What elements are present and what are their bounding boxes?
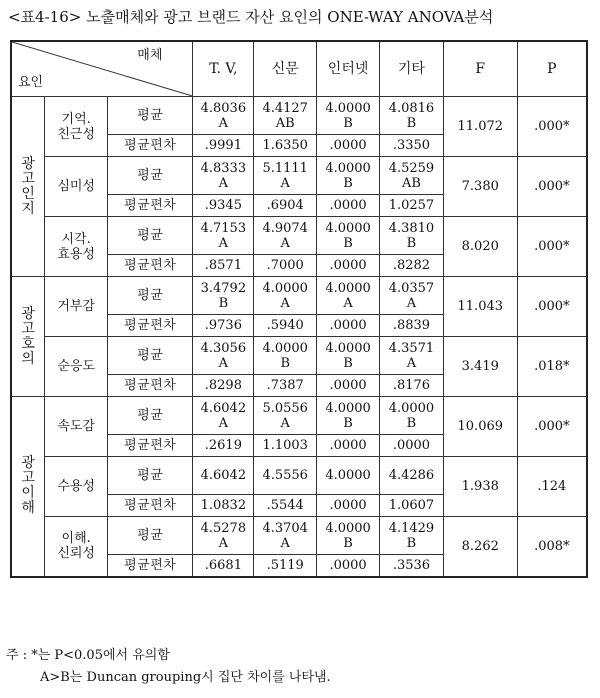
stat-label-mean: 평균 [107, 337, 192, 375]
mean-cell [193, 457, 254, 495]
factor-label-line: 거부감 [57, 299, 95, 314]
mean-cell [254, 217, 317, 255]
f-value: 11.072 [443, 97, 517, 157]
mean-value: 4.5556 [262, 468, 308, 483]
mean-cell [317, 157, 380, 195]
mean-cell [254, 397, 317, 435]
mean-cell [193, 337, 254, 375]
sd-value: .0000 [317, 255, 380, 277]
mean-value: 4.0000 [325, 160, 371, 176]
sd-value: 1.0832 [193, 495, 254, 517]
mean-cell [380, 217, 444, 255]
mean-value: 4.6042 [200, 468, 247, 483]
duncan-group: B [343, 355, 353, 371]
sd-value: .5940 [254, 315, 317, 337]
stat-label-sd: 평균편차 [107, 435, 192, 457]
duncan-group: B [343, 115, 353, 131]
mean-cell [380, 337, 444, 375]
mean-value: 4.3056 [200, 340, 247, 356]
mean-cell [317, 397, 380, 435]
table-row [11, 397, 587, 435]
sd-value: .0000 [317, 135, 380, 157]
duncan-group: A [218, 415, 229, 431]
mean-cell [193, 517, 254, 555]
mean-cell [317, 517, 380, 555]
duncan-group: A [280, 535, 290, 551]
stat-label-mean: 평균 [107, 277, 192, 315]
column-header-f: F [443, 41, 517, 97]
sd-value: .5119 [254, 555, 317, 577]
mean-cell [317, 97, 380, 135]
duncan-group: B [406, 535, 417, 551]
table-row [11, 97, 587, 135]
mean-cell [254, 277, 317, 315]
p-value: .000* [517, 157, 587, 217]
mean-cell [317, 217, 380, 255]
f-value: 8.020 [443, 217, 517, 277]
table-row [11, 217, 587, 255]
mean-value: 4.0000 [262, 280, 308, 296]
f-value: 1.938 [443, 457, 517, 517]
p-value: .018* [517, 337, 587, 397]
sd-value: .5544 [254, 495, 317, 517]
mean-cell [193, 217, 254, 255]
stat-label-mean: 평균 [107, 457, 192, 495]
mean-value: 4.0357 [388, 280, 435, 296]
p-value: .000* [517, 97, 587, 157]
sd-value: .8571 [193, 255, 254, 277]
sd-value: .3350 [380, 135, 444, 157]
group-label-char: 광 [21, 305, 35, 322]
stat-label-sd: 평균편차 [107, 135, 192, 157]
mean-value: 4.3810 [388, 220, 435, 236]
duncan-group: B [218, 295, 229, 311]
table-row [11, 457, 587, 495]
mean-value: 4.0000 [325, 468, 371, 483]
sd-value: .0000 [317, 495, 380, 517]
factor-label-line: 속도감 [57, 419, 95, 434]
mean-cell [254, 157, 317, 195]
duncan-group: B [406, 235, 417, 251]
sd-value: .2619 [193, 435, 254, 457]
duncan-group: A [218, 355, 229, 371]
group-label-char: 호 [21, 335, 35, 352]
duncan-group: A [343, 295, 353, 311]
stat-label-mean: 평균 [107, 97, 192, 135]
duncan-group: A [406, 295, 417, 311]
mean-cell [380, 277, 444, 315]
sd-value: .0000 [317, 195, 380, 217]
mean-value: 4.0000 [325, 220, 371, 236]
group-label-char: 광 [21, 455, 35, 472]
duncan-group: A [280, 295, 290, 311]
footnote-duncan: A>B는 Duncan grouping시 집단 차이를 나타냄. [40, 670, 331, 685]
header-row [11, 41, 587, 97]
duncan-group: AB [275, 115, 295, 131]
stat-label-mean: 평균 [107, 217, 192, 255]
factor-label [45, 337, 108, 397]
factor-header-label: 요인 [18, 75, 44, 90]
duncan-group: A [280, 175, 290, 191]
sd-value: .0000 [317, 435, 380, 457]
medium-header-label: 매체 [137, 48, 163, 63]
p-value: .000* [517, 217, 587, 277]
mean-value: 3.4792 [200, 280, 247, 296]
column-header-p: P [517, 41, 587, 97]
factor-label-line: 친근성 [57, 126, 95, 142]
mean-cell [380, 457, 444, 495]
group-label-char: 해 [21, 500, 35, 517]
sd-value: 1.1003 [254, 435, 317, 457]
factor-label-line: 순응도 [57, 359, 95, 374]
duncan-group: B [406, 415, 417, 431]
p-value: .000* [517, 397, 587, 457]
sd-value: .0000 [317, 375, 380, 397]
sd-value: .8839 [380, 315, 444, 337]
factor-label [45, 97, 108, 157]
mean-cell [317, 337, 380, 375]
mean-value: 4.8036 [200, 100, 247, 116]
sd-value: .3536 [380, 555, 444, 577]
mean-cell [380, 397, 444, 435]
column-header-tv: T. V, [193, 41, 254, 97]
duncan-group: A [218, 535, 229, 551]
sd-value: .0000 [317, 555, 380, 577]
sd-value: .0000 [380, 435, 444, 457]
f-value: 3.419 [443, 337, 517, 397]
table-title: <표4-16> 노출매체와 광고 브랜드 자산 요인의 ONE-WAY ANOVA분석 [8, 8, 494, 26]
stat-label-mean: 평균 [107, 157, 192, 195]
mean-cell [254, 97, 317, 135]
mean-value: 4.0000 [325, 520, 371, 536]
mean-value: 4.0000 [262, 340, 308, 356]
mean-value: 4.3704 [262, 520, 308, 536]
mean-value: 4.0000 [325, 400, 371, 416]
sd-value: 1.6350 [254, 135, 317, 157]
stat-label-sd: 평균편차 [107, 315, 192, 337]
duncan-group: AB [401, 175, 421, 191]
mean-cell [193, 157, 254, 195]
mean-value: 4.6042 [200, 400, 247, 416]
mean-cell [380, 517, 444, 555]
group-label-char: 고 [21, 320, 35, 337]
p-value: .008* [517, 517, 587, 577]
sd-value: .8176 [380, 375, 444, 397]
table-row [11, 337, 587, 375]
f-value: 8.262 [443, 517, 517, 577]
mean-value: 5.0556 [262, 400, 308, 416]
sd-value: .9736 [193, 315, 254, 337]
group-label [11, 97, 45, 277]
p-value: .124 [517, 457, 587, 517]
column-header-newspaper: 신문 [254, 41, 317, 97]
factor-label-line: 시각. [61, 231, 91, 247]
group-label-char: 의 [21, 350, 35, 367]
mean-cell [193, 397, 254, 435]
group-label-char: 인 [21, 185, 35, 202]
table-row [11, 517, 587, 555]
sd-value: .8298 [193, 375, 254, 397]
duncan-group: B [343, 235, 353, 251]
mean-cell [254, 457, 317, 495]
factor-label-line: 기억. [61, 111, 91, 127]
duncan-group: A [406, 355, 417, 371]
mean-cell [193, 97, 254, 135]
mean-cell [193, 277, 254, 315]
mean-cell [317, 457, 380, 495]
mean-value: 4.3571 [388, 340, 435, 356]
mean-value: 4.5259 [388, 160, 435, 176]
footnote-significance: 주 : *는 P<0.05에서 유의함 [6, 648, 170, 663]
duncan-group: A [280, 235, 290, 251]
sd-value: .8282 [380, 255, 444, 277]
factor-label [45, 397, 108, 457]
factor-label [45, 217, 108, 277]
sd-value: 1.0257 [380, 195, 444, 217]
mean-value: 4.5278 [200, 520, 247, 536]
mean-value: 4.9074 [262, 220, 308, 236]
mean-cell [317, 277, 380, 315]
mean-cell [254, 337, 317, 375]
mean-value: 4.4286 [388, 468, 435, 483]
f-value: 11.043 [443, 277, 517, 337]
stat-label-sd: 평균편차 [107, 255, 192, 277]
duncan-group: B [343, 415, 353, 431]
sd-value: .6904 [254, 195, 317, 217]
duncan-group: B [280, 355, 290, 371]
group-label-char: 고 [21, 470, 35, 487]
sd-value: .6681 [193, 555, 254, 577]
factor-label [45, 157, 108, 217]
column-header-internet: 인터넷 [317, 41, 380, 97]
sd-value: 1.0607 [380, 495, 444, 517]
mean-value: 4.8333 [200, 160, 247, 176]
mean-cell [380, 97, 444, 135]
duncan-group: A [218, 235, 229, 251]
mean-value: 4.0000 [388, 400, 435, 416]
sd-value: .0000 [317, 315, 380, 337]
mean-value: 4.7153 [200, 220, 247, 236]
duncan-group: A [218, 115, 229, 131]
column-header-other: 기타 [380, 41, 444, 97]
duncan-group: B [406, 115, 417, 131]
group-label-char: 이 [21, 485, 35, 502]
sd-value: .7000 [254, 255, 317, 277]
stat-label-sd: 평균편차 [107, 375, 192, 397]
mean-value: 4.0000 [325, 280, 371, 296]
p-value: .000* [517, 277, 587, 337]
stat-label-mean: 평균 [107, 517, 192, 555]
mean-value: 5.1111 [262, 160, 308, 176]
mean-value: 4.0816 [388, 100, 435, 116]
group-label-char: 지 [21, 200, 35, 217]
duncan-group: A [218, 175, 229, 191]
anova-table [10, 40, 588, 578]
stat-label-sd: 평균편차 [107, 495, 192, 517]
mean-value: 4.4127 [262, 100, 308, 116]
table-row [11, 277, 587, 315]
factor-label-line: 수용성 [57, 479, 95, 494]
mean-value: 4.1429 [388, 520, 435, 536]
diagonal-header-cell [11, 41, 193, 97]
stat-label-mean: 평균 [107, 397, 192, 435]
duncan-group: B [343, 535, 353, 551]
factor-label-line: 이해. [61, 531, 91, 547]
group-label-char: 고 [21, 170, 35, 187]
sd-value: .7387 [254, 375, 317, 397]
mean-cell [380, 157, 444, 195]
stat-label-sd: 평균편차 [107, 555, 192, 577]
f-value: 7.380 [443, 157, 517, 217]
mean-cell [254, 517, 317, 555]
group-label [11, 397, 45, 577]
mean-value: 4.0000 [325, 100, 371, 116]
factor-label-line: 효용성 [57, 246, 95, 262]
sd-value: .9345 [193, 195, 254, 217]
group-label [11, 277, 45, 397]
stat-label-sd: 평균편차 [107, 195, 192, 217]
factor-label [45, 277, 108, 337]
factor-label [45, 517, 108, 577]
factor-label [45, 457, 108, 517]
duncan-group: B [343, 175, 353, 191]
mean-value: 4.0000 [325, 340, 371, 356]
group-label-char: 광 [21, 155, 35, 172]
factor-label-line: 신뢰성 [57, 546, 95, 562]
duncan-group: A [280, 415, 290, 431]
sd-value: .9991 [193, 135, 254, 157]
f-value: 10.069 [443, 397, 517, 457]
table-row [11, 157, 587, 195]
factor-label-line: 심미성 [57, 179, 95, 194]
